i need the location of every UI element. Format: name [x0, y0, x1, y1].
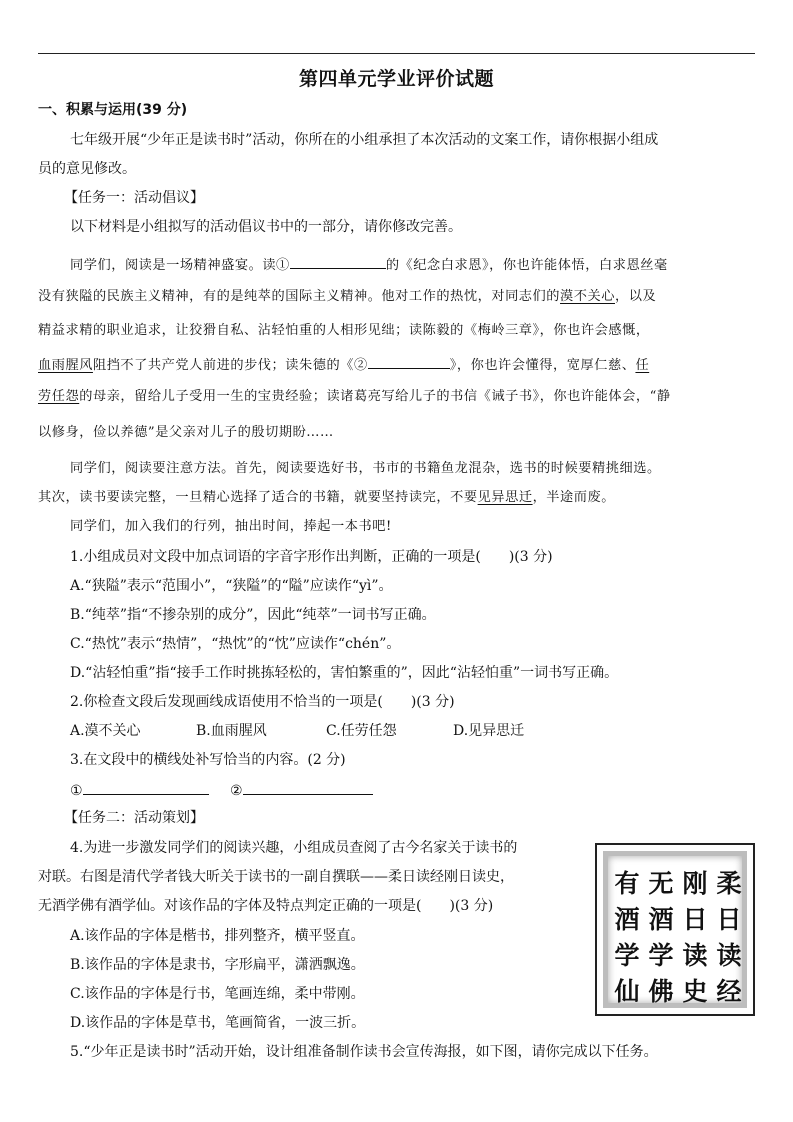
task1-intro: 以下材料是小组拟写的活动倡议书中的一部分，请你修改完善。 [70, 219, 462, 235]
calligraphy-char: 读 [682, 941, 708, 970]
question-4-line-1: 4.为进一步激发同学们的阅读兴趣，小组成员查阅了古今名家关于读书的 [70, 840, 518, 856]
task1-heading: 【任务一：活动倡议】 [64, 190, 204, 206]
passage-line-6: 以修身，俭以养德”是父亲对儿子的殷切期盼…… [38, 425, 334, 440]
question-2-option-d: D.见异思迁 [453, 723, 525, 739]
calligraphy-char: 酒 [648, 905, 674, 934]
question-4-option-d: D.该作品的字体是草书，笔画简省，一波三折。 [70, 1015, 366, 1031]
passage-line-7: 同学们，阅读要注意方法。首先，阅读要选好书，书市的书籍鱼龙混杂，选书的时候要精挑细选。 [70, 461, 661, 476]
calligraphy-char: 日 [682, 905, 708, 934]
passage-text: 阻挡不了共产党人前进的步伐；读朱德的《② [92, 358, 368, 373]
calligraphy-char: 学 [648, 941, 674, 970]
question-1-option-c: C.“热忱”表示“热情”，“热忱”的“忱”应读作“chén”。 [70, 636, 401, 652]
question-1-option-b: B.“纯萃”指“不掺杂别的成分”，因此“纯萃”一词书写正确。 [70, 607, 436, 623]
question-5-stem: 5.“少年正是读书时”活动开始，设计组准备制作读书会宣传海报，如下图，请你完成以下任务。 [70, 1044, 658, 1060]
underlined-idiom: 任 [635, 358, 650, 373]
question-4-line-3: 无酒学佛有酒学仙。对该作品的字体及特点判定正确的一项是( )(3 分) [38, 898, 494, 914]
question-3-stem: 3.在文段中的横线处补写恰当的内容。(2 分) [70, 752, 346, 768]
passage-line-4 [38, 353, 649, 376]
passage-line-8 [38, 488, 615, 508]
question-4-option-c: C.该作品的字体是行书，笔画连绵，柔中带刚。 [70, 986, 365, 1002]
question-4-option-a: A.该作品的字体是楷书，排列整齐，横平竖直。 [70, 928, 365, 944]
underlined-idiom: 血雨腥风 [38, 358, 93, 373]
question-1-stem: 1.小组成员对文段中加点词语的字音字形作出判断，正确的一项是( )(3 分) [70, 549, 553, 565]
question-2-option-b: B.血雨腥风 [196, 723, 267, 739]
question-2-option-c: C.任劳任怨 [326, 723, 397, 739]
passage-line-2 [38, 287, 656, 307]
intro-line-2: 员的意见修改。 [38, 161, 136, 177]
calligraphy-char: 日 [716, 905, 742, 934]
section-heading: 一、积累与运用(39 分) [38, 102, 188, 118]
question-1-option-d: D.“沾轻怕重”指“接手工作时挑拣轻松的，害怕繁重的”，因此“沾轻怕重”一词书写正确。 [70, 665, 619, 681]
passage-line-1 [70, 253, 668, 276]
question-3-blank-1 [70, 779, 209, 801]
page-title: 第四单元学业评价试题 [298, 68, 494, 90]
passage-text: 其次，读书要读完整，一旦精心选择了适合的书籍，就要坚持读完，不要 [38, 490, 478, 505]
calligraphy-char: 史 [682, 977, 708, 1006]
passage-text: 的《纪念白求恩》，你也许能体悟，白求恩丝毫 [385, 258, 668, 273]
passage-text: 的母亲，留给儿子受用一生的宝贵经验；读诸葛亮写给儿子的书信《诫子书》，你也许能体会，“静 [79, 389, 671, 404]
question-3-blank-2 [230, 779, 373, 801]
calligraphy-column [680, 866, 710, 1010]
question-2-option-a: A.漠不关心 [70, 723, 141, 739]
calligraphy-char: 读 [716, 941, 742, 970]
calligraphy-char: 经 [716, 977, 742, 1006]
answer-blank-q3-2[interactable] [243, 779, 373, 795]
calligraphy-couplet-image [595, 843, 755, 1016]
answer-blank-1[interactable] [290, 253, 386, 269]
calligraphy-char: 酒 [614, 905, 640, 934]
calligraphy-char: 学 [614, 941, 640, 970]
question-4-line-2: 对联。右图是清代学者钱大昕关于读书的一副自撰联——柔日读经刚日读史， [38, 869, 514, 885]
blank-number: ① [70, 783, 83, 799]
passage-text: ，以及 [614, 289, 657, 304]
calligraphy-frame [603, 851, 747, 1008]
passage-text: 同学们，阅读是一场精神盛宴。读① [70, 258, 290, 273]
calligraphy-char: 有 [614, 869, 640, 898]
answer-blank-q3-1[interactable] [83, 779, 209, 795]
calligraphy-char: 无 [648, 869, 674, 898]
passage-text: 》，你也许会懂得，宽厚仁慈、 [449, 358, 636, 373]
blank-number: ② [230, 783, 243, 799]
question-2-stem: 2.你检查文段后发现画线成语使用不恰当的一项是( )(3 分) [70, 694, 455, 710]
calligraphy-char: 仙 [614, 977, 640, 1006]
passage-text: 没有狭隘的民族主义精神，有的是纯萃的国际主义精神。他对工作的热忱，对同志们的 [38, 289, 561, 304]
calligraphy-char: 刚 [682, 869, 708, 898]
underlined-idiom: 漠不关心 [560, 289, 615, 304]
calligraphy-column [646, 866, 676, 1010]
calligraphy-column [714, 866, 744, 1010]
header-rule [38, 53, 755, 54]
passage-text: ，半途而废。 [532, 490, 615, 505]
calligraphy-char: 佛 [648, 977, 674, 1006]
question-4-option-b: B.该作品的字体是隶书，字形扁平，潇洒飘逸。 [70, 957, 365, 973]
passage-line-5 [38, 387, 671, 407]
passage-line-3: 精益求精的职业追求，让狡猾自私、沾轻怕重的人相形见绌；读陈毅的《梅岭三章》，你也许会感慨， [38, 323, 650, 338]
task2-heading: 【任务二：活动策划】 [64, 810, 204, 826]
question-1-option-a: A.“狭隘”表示“范围小”，“狭隘”的“隘”应读作“yì”。 [70, 578, 393, 594]
underlined-idiom: 劳任怨 [38, 389, 80, 404]
intro-line-1: 七年级开展“少年正是读书时”活动，你所在的小组承担了本次活动的文案工作，请你根据小组成 [70, 132, 659, 148]
answer-blank-2[interactable] [368, 353, 450, 369]
underlined-idiom: 见异思迁 [477, 490, 533, 505]
passage-line-9: 同学们，加入我们的行列，抽出时间，捧起一本书吧! [70, 519, 392, 534]
calligraphy-char: 柔 [716, 869, 742, 898]
calligraphy-column [612, 866, 642, 1010]
